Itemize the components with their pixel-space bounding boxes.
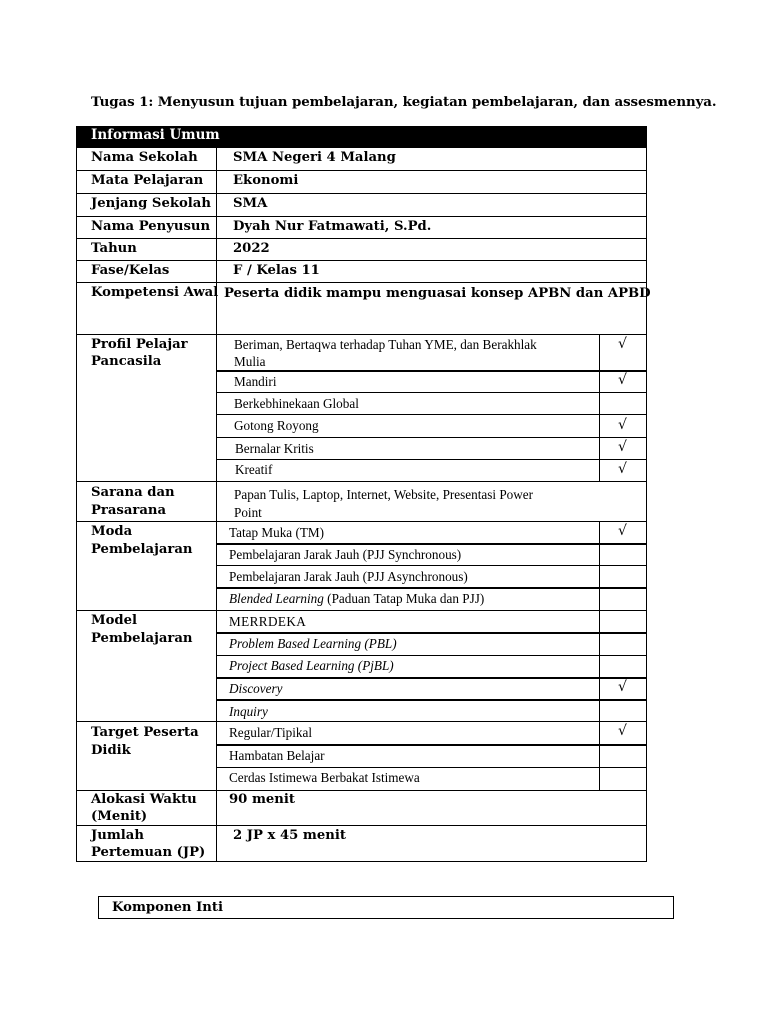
check-mark-icon: √ xyxy=(618,417,627,433)
label-nama-penyusun: Nama Penyusun xyxy=(91,219,211,234)
model-item-italic: Project Based Learning (PjBL) xyxy=(229,658,394,673)
value-mata-pelajaran: Ekonomi xyxy=(233,173,299,188)
moda-item-label xyxy=(229,590,484,608)
value-alokasi-waktu: 90 menit xyxy=(229,792,295,807)
model-item-label xyxy=(229,657,394,675)
label-nama-sekolah: Nama Sekolah xyxy=(91,150,198,165)
profil-item-label: Berkebhinekaan Global xyxy=(234,396,359,411)
label-sarana-1: Sarana dan xyxy=(91,485,175,500)
profil-item-label: Beriman, Bertaqwa terhadap Tuhan YME, dan Berakhlak xyxy=(234,337,537,352)
moda-item-label: Tatap Muka (TM) xyxy=(229,525,325,540)
label-kompetensi-awal: Kompetensi Awal xyxy=(91,285,219,300)
check-mark-icon: √ xyxy=(618,723,627,739)
label-jumlah-1: Jumlah xyxy=(91,828,144,843)
profil-item-label: Gotong Royong xyxy=(234,418,319,433)
value-tahun: 2022 xyxy=(233,241,270,256)
label-target-2: Didik xyxy=(91,743,131,758)
model-item-label xyxy=(229,680,282,698)
label-alokasi-2: (Menit) xyxy=(91,809,148,824)
label-alokasi-1: Alokasi Waktu xyxy=(91,792,197,807)
model-item-label: MERRDEKA xyxy=(229,614,307,629)
check-mark-icon: √ xyxy=(618,679,627,695)
model-item-label xyxy=(229,703,268,721)
moda-item-text: (Paduan Tatap Muka dan PJJ) xyxy=(323,591,485,606)
profil-item-label: Mulia xyxy=(234,354,266,369)
label-model-1: Model xyxy=(91,613,138,628)
check-mark-icon: √ xyxy=(618,439,627,455)
model-item-italic: Problem Based Learning (PBL) xyxy=(229,636,397,651)
label-model-2: Pembelajaran xyxy=(91,631,193,646)
table-header: Informasi Umum xyxy=(91,127,220,143)
label-target-1: Target Peserta xyxy=(91,725,199,740)
value-fase-kelas: F / Kelas 11 xyxy=(233,263,320,278)
label-profil-1: Profil Pelajar xyxy=(91,337,188,352)
model-item-italic: Inquiry xyxy=(229,704,268,719)
target-item-label: Hambatan Belajar xyxy=(229,748,325,763)
value-jumlah-pertemuan: 2 JP x 45 menit xyxy=(233,828,346,843)
label-jenjang-sekolah: Jenjang Sekolah xyxy=(91,196,211,211)
value-kompetensi-awal: Peserta didik mampu menguasai konsep APBN dan APBD xyxy=(224,286,651,301)
label-profil-2: Pancasila xyxy=(91,354,162,369)
moda-item-label: Pembelajaran Jarak Jauh (PJJ Asynchronous) xyxy=(229,569,468,584)
value-jenjang-sekolah: SMA xyxy=(233,196,268,211)
check-mark-icon: √ xyxy=(618,461,627,477)
model-item-label xyxy=(229,635,397,653)
label-sarana-2: Prasarana xyxy=(91,503,167,518)
moda-item-italic: Blended Learning xyxy=(229,591,324,606)
model-item-italic: Discovery xyxy=(229,681,283,696)
profil-item-label: Bernalar Kritis xyxy=(235,441,314,456)
label-moda-2: Pembelajaran xyxy=(91,542,193,557)
value-nama-sekolah: SMA Negeri 4 Malang xyxy=(233,150,396,165)
sarana-line-1: Papan Tulis, Laptop, Internet, Website, Presentasi Power xyxy=(234,487,534,502)
target-item-label: Cerdas Istimewa Berbakat Istimewa xyxy=(229,770,420,785)
moda-item-label: Pembelajaran Jarak Jauh (PJJ Synchronous) xyxy=(229,547,462,562)
sarana-line-2: Point xyxy=(234,505,262,520)
value-nama-penyusun: Dyah Nur Fatmawati, S.Pd. xyxy=(233,219,432,234)
profil-item-label: Kreatif xyxy=(235,462,273,477)
check-mark-icon: √ xyxy=(618,523,627,539)
label-fase-kelas: Fase/Kelas xyxy=(91,263,170,278)
check-mark-icon: √ xyxy=(618,336,627,352)
profil-item-label: Mandiri xyxy=(234,374,277,389)
komponen-inti-title: Komponen Inti xyxy=(112,900,223,915)
check-mark-icon: √ xyxy=(618,372,627,388)
task-title: Tugas 1: Menyusun tujuan pembelajaran, kegiatan pembelajaran, dan assesmennya. xyxy=(91,94,717,110)
label-mata-pelajaran: Mata Pelajaran xyxy=(91,173,204,188)
label-moda-1: Moda xyxy=(91,524,133,539)
label-tahun: Tahun xyxy=(91,241,137,256)
target-item-label: Regular/Tipikal xyxy=(229,725,313,740)
label-jumlah-2: Pertemuan (JP) xyxy=(91,845,206,860)
